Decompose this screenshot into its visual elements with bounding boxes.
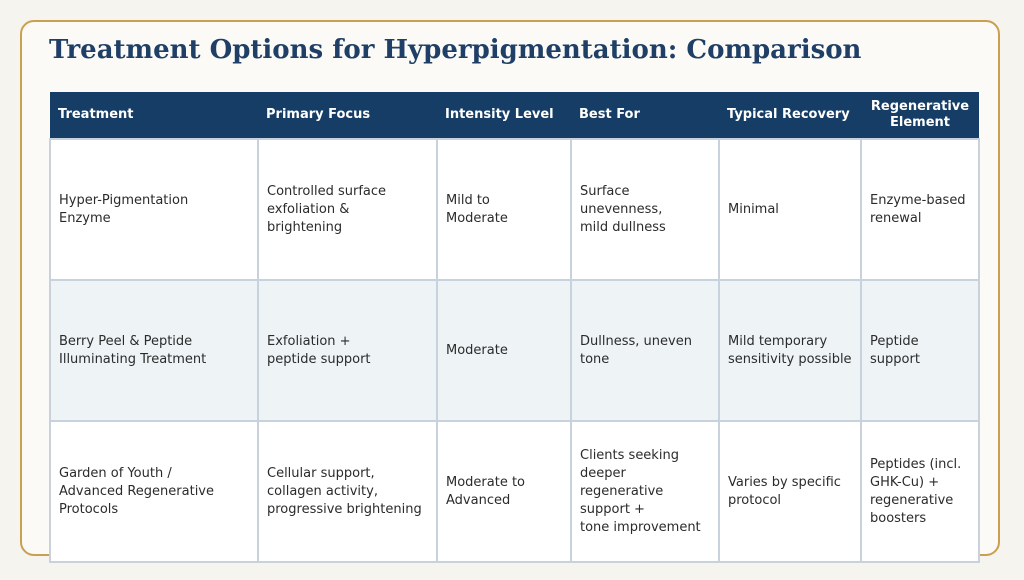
cell-regenerative-element: Peptide support <box>861 280 979 421</box>
comparison-table <box>49 92 980 563</box>
cell-regenerative-element: Enzyme-based renewal <box>861 139 979 280</box>
cell-treatment: Berry Peel & Peptide Illuminating Treatment <box>50 280 258 421</box>
cell-primary-focus: Cellular support, collagen activity, progressive brightening <box>258 421 437 562</box>
table-row <box>50 280 979 421</box>
table-row <box>50 139 979 280</box>
comparison-card <box>20 20 1000 556</box>
cell-intensity-level: Mild to Moderate <box>437 139 571 280</box>
cell-primary-focus: Controlled surface exfoliation & brightening <box>258 139 437 280</box>
header-treatment: Treatment <box>50 92 258 139</box>
header-regenerative-element: Regenerative Element <box>861 92 979 139</box>
cell-best-for: Clients seeking deeper regenerative support + tone improvement <box>571 421 719 562</box>
cell-best-for: Dullness, uneven tone <box>571 280 719 421</box>
header-typical-recovery: Typical Recovery <box>719 92 861 139</box>
cell-treatment: Hyper-Pigmentation Enzyme <box>50 139 258 280</box>
header-primary-focus: Primary Focus <box>258 92 437 139</box>
header-best-for: Best For <box>571 92 719 139</box>
header-row <box>50 92 979 139</box>
cell-best-for: Surface unevenness, mild dullness <box>571 139 719 280</box>
cell-intensity-level: Moderate to Advanced <box>437 421 571 562</box>
cell-regenerative-element: Peptides (incl. GHK-Cu) + regenerative boosters <box>861 421 979 562</box>
cell-typical-recovery: Mild temporary sensitivity possible <box>719 280 861 421</box>
cell-primary-focus: Exfoliation + peptide support <box>258 280 437 421</box>
cell-typical-recovery: Minimal <box>719 139 861 280</box>
page-title: Treatment Options for Hyperpigmentation: Comparison <box>49 35 862 65</box>
cell-intensity-level: Moderate <box>437 280 571 421</box>
table-row <box>50 421 979 562</box>
header-intensity-level: Intensity Level <box>437 92 571 139</box>
cell-treatment: Garden of Youth / Advanced Regenerative Protocols <box>50 421 258 562</box>
cell-typical-recovery: Varies by specific protocol <box>719 421 861 562</box>
